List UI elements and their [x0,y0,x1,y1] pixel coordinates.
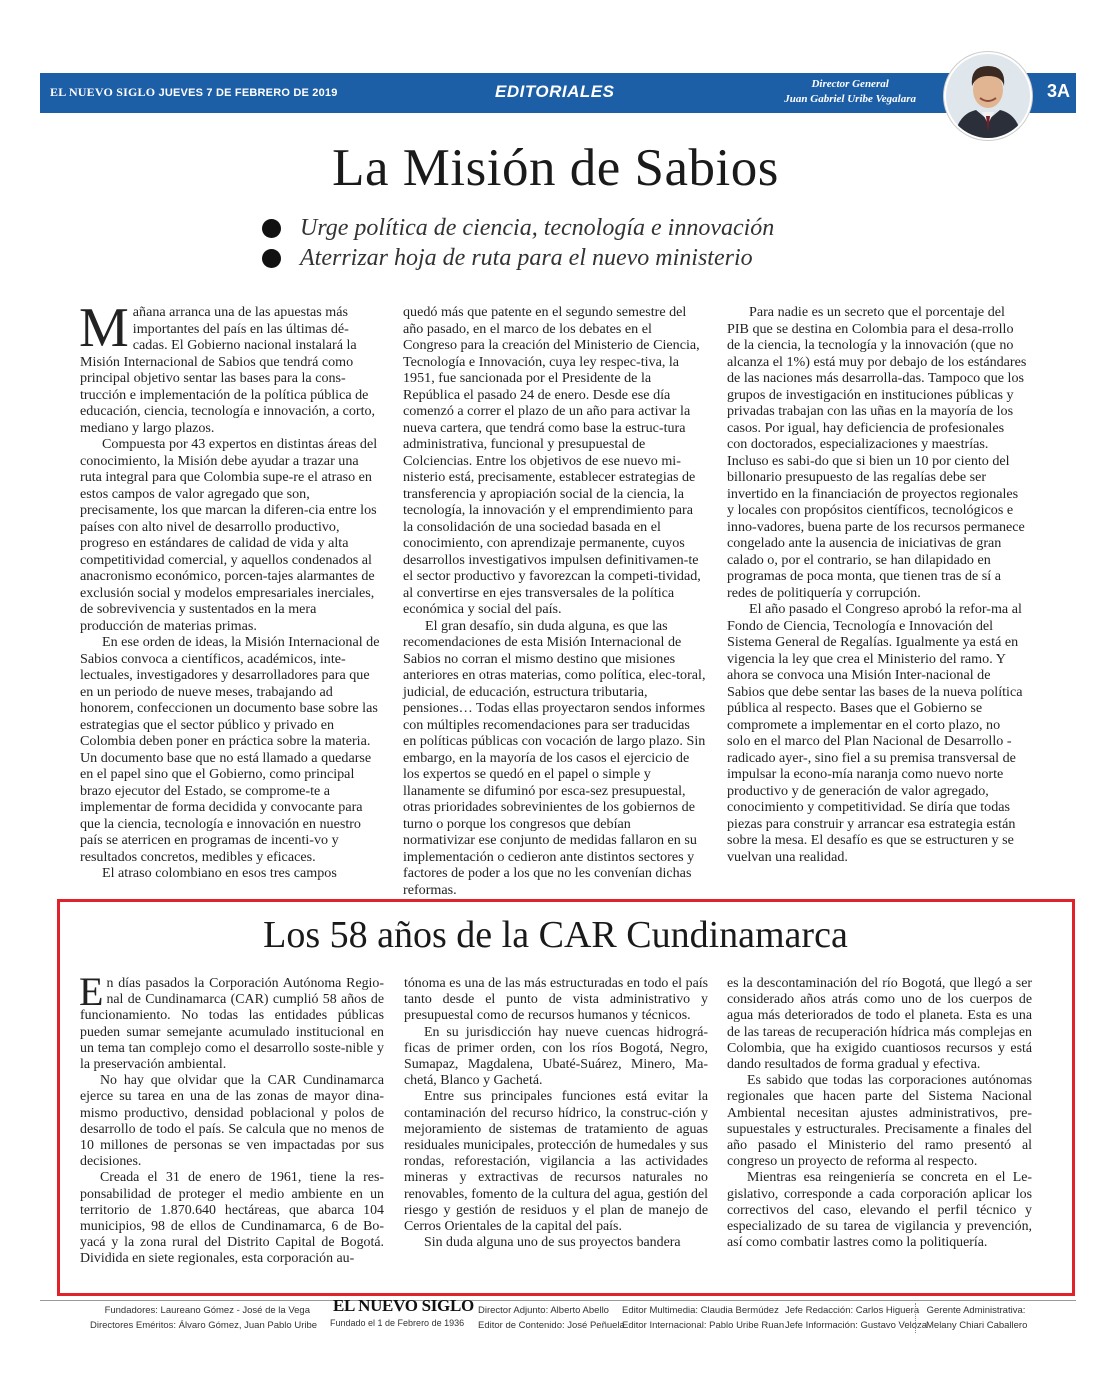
footer-manager [926,1303,1026,1333]
footer-adjunct: Director Adjunto: Alberto Abello [478,1305,609,1316]
footer-founders: Fundadores: Laureano Gómez - José de la Vega [104,1305,310,1316]
footer-editors-1 [478,1303,625,1333]
paragraph: tónoma es una de las más estructuradas en todo el país tanto desde el punto de vista administrativo y presupuestal como de recursos humanos y técnicos. [404,976,708,1024]
footer-multimedia: Editor Multimedia: Claudia Bermúdez [622,1305,779,1316]
paragraph: Sin duda alguna uno de sus proyectos bandera [424,1235,681,1251]
director-credit [784,77,916,107]
footer-separator [915,1303,916,1333]
paragraph: El gran desafío, sin duda alguna, es que las recomendaciones de esta Misión Internacional de Sabios no corran el mismo destino que misiones anteriores en otras materias, como política, elec-toral, judicial, de educación, estructura tributaria, pensiones… Todas ellas proyectaron sendos informes con múltiples recomendaciones para ser traducidas en políticas públicas con vocación de largo plazo. Sin embargo, en la mayoría de los casos el ejercicio de los expertos se quedó en el papel o simple y llanamente se difuminó por esca-sez presupuestal, otras prioridades sobrevinientes de los gobiernos de turno o porque los congresos que debían normativizar ese conjunto de medidas fallaron en su implementación o cedieron ante distintos sectores y factores de poder a los que no les convenían dichas reformas. [403,617,706,898]
paragraph: En días pasados la Corporación Autónoma Regio-nal de Cundinamarca (CAR) cumplió 58 años de funcionamiento. No todas las entidades públicas pueden sumar semejante acumulado institucional en un tema tan complejo como el desarrollo soste-nible y la preservación ambiental. [79,969,384,1073]
paragraph: En su jurisdicción hay nueve cuencas hidrográ-ficas de primer orden, con los ríos Bogotá, Negro, Sumapaz, Magdalena, Ubaté-Suárez, Minero, Ma-chetá, Blanco y Gachetá. [404,1024,708,1089]
footer-international: Editor Internacional: Pablo Uribe Ruan [622,1320,785,1331]
director-name: Juan Gabriel Uribe Vegalara [784,93,916,105]
footer-redaction: Jefe Redacción: Carlos Higuera [785,1305,920,1316]
paragraph: Es sabido que todas las corporaciones autónomas regionales que hacen parte del Sistema Nacional Ambiental necesitan ajustes administrativos, pre-supuestales y estructurales. Precisamente a finales del año pasado el Ministerio del ramo presentó al congreso un proyecto de reforma al respecto. [727,1073,1032,1170]
paragraph: Para nadie es un secreto que el porcentaje del PIB que se destina en Colombia para el desa-rrollo de la ciencia, la tecnología y la innovación (que no alcanza el 1%) está muy por debajo de los estándares de las naciones más desarrolla-das. Tampoco que los grupos de investigación en instituciones públicas y privadas trabajan con las uñas en la mayoría de los casos. Por igual, hay deficiencia de profesionales con doctorados, especializaciones y maestrías. Incluso es sabi-do que si bien un 10 por ciento del billonario presupuesto de las regalías debe ser invertido en la financiación de proyectos regionales y locales con propósitos científicos, tecnológicos e inno-vadores, buena parte de los recursos permanece congelado ante la ausencia de iniciativas de gran calado o, por el contrario, se han dilapidado en programas de poca monta, que tienen tras de sí a redes de politiquería y corrupción. [727,304,1027,601]
director-label: Director General [811,78,889,90]
footer-founders-block [90,1303,318,1333]
editorial1-column-1 [79,297,383,882]
footer-content-editor: Editor de Contenido: José Peñuela [478,1320,625,1331]
subtitle-item [262,243,774,273]
footer-information: Jefe Información: Gustavo Veloza [785,1320,928,1331]
footer-divider [40,1300,1076,1301]
editorial2-column-3 [727,976,1032,1251]
paragraph: Entre sus principales funciones está evitar la contaminación del recurso hídrico, la construc-ción y mejoramiento de sistemas de tratamiento de aguas residuales municipales, protección de humedales y sus rondas, reforestación, vigilancia a las actividades mineras y extractivas de recursos naturales no renovables, fomento de la cultura del agua, gestión del riesgo y gestión de residuos y el plan de manejo de Cerros Orientales de la capital del país. [404,1089,708,1235]
paragraph: No hay que olvidar que la CAR Cundinamarca ejerce su tarea en una de las zonas de mayor dina-mismo productivo, densidad poblacional y polos de desarrollo de todo el país. Se calcula que no menos de 10 millones de personas se ven impactadas por sus decisiones. [80,1073,384,1170]
section-title: EDITORIALES [495,82,615,101]
bullet-icon [262,219,281,238]
drop-cap: E [79,969,104,1014]
footer-logo: EL NUEVO SIGLO [333,1296,474,1315]
paragraph: Compuesta por 43 expertos en distintas áreas del conocimiento, la Misión debe ayudar a trazar una ruta integral para que Colombia supe-re el atraso en estos campos de valor agregado que son, precisamente, los que marcan la diferen-cia entre los países con alto nivel de desarrollo productivo, progreso en estándares de calidad de vida y alta competitividad comercial, y aquellos condenados al anacronismo económico, porcen-tajes alarmantes de exclusión social y modelos empresariales inerciales, de sobrevivencia y sustentados en la mera producción de materias primas. [80,436,378,634]
editorial1-column-2 [403,304,706,898]
footer-manager-label: Gerente Administrativa: [926,1305,1026,1316]
subtitle-text: Aterrizar hoja de ruta para el nuevo ministerio [300,245,753,271]
masthead-brand: EL NUEVO SIGLO [50,85,156,99]
footer-founded: Fundado el 1 de Febrero de 1936 [330,1318,465,1328]
subtitle-item [262,213,774,243]
header-bar [40,73,1076,113]
footer-editors-2 [622,1303,784,1333]
paragraph: Creada el 31 de enero de 1961, tiene la res-ponsabilidad de proteger el medio ambiente en un territorio de 1.870.640 hectáreas, que abarca 104 municipios, 98 de ellos de Cundinamarca, 6 de Bo-yacá y la zona rural del Distrito Capital de Bogotá. Dividida en siete regionales, esta corporación au- [80,1170,384,1267]
editorial-subtitles [262,213,774,273]
masthead-date-line [50,85,338,100]
drop-cap: M [79,297,129,359]
editorial2-title: Los 58 años de la CAR Cundinamarca [263,914,848,956]
footer-editors-3 [785,1303,927,1333]
editorial1-column-3 [727,304,1027,865]
portrait-icon [946,54,1030,138]
paragraph: Mientras esa reingeniería se concreta en el Le-gislativo, corresponde a cada corporación aplicar los correctivos del caso, elevando el perfil técnico y especializado de su tarea de vigilancia y prevención, así como combatir lastres como la politiquería. [727,1170,1032,1251]
footer-manager-name: Melany Chiari Caballero [926,1320,1028,1331]
footer-emeritus: Directores Eméritos: Álvaro Gómez, Juan Pablo Uribe [90,1320,318,1331]
paragraph: Mañana arranca una de las apuestas más importantes del país en las últimas dé-cadas. El Gobierno nacional instalará la Misión Internacional de Sabios que tendrá como principal objetivo sentar las bases para la cons-trucción e implementación de la política pública de educación, ciencia, tecnología e innovación, a corto, mediano y largo plazos. [79,297,376,436]
paragraph: quedó más que patente en el segundo semestre del año pasado, en el marco de los debates en el Congreso para la creación del Ministerio de Ciencia, Tecnología e Innovación, cuya ley respec-tiva, la 1951, fue sancionada por el Presidente de la República el pasado 24 de enero. Desde ese día comenzó a correr el plazo de un año para activar la nueva cartera, que tendrá como base la estruc-tura administrativa, funcional y presupuestal de Colciencias. Entre los objetivos de ese nuevo mi-nisterio está, precisamente, establecer estrategias de transferencia y apropiación social de la ciencia, la tecnología, la innovación y el emprendimiento para la consolidación de una sociedad basada en el conocimiento, con aprendizaje permanente, cuyos desarrollos investigativos impulsen definitivamen-te el sector productivo y favorezcan la competi-tividad, al convertirse en ejes transversales de la política económica y social del país. [403,304,701,617]
issue-date: JUEVES 7 DE FEBRERO DE 2019 [158,87,338,99]
page-number: 3A [1046,81,1070,101]
subtitle-text: Urge política de ciencia, tecnología e innovación [300,215,775,241]
paragraph: En ese orden de ideas, la Misión Internacional de Sabios convoca a científicos, académicos, inte-lectuales, investigadores y desarrolladores para que en un periodo de nueve meses, trabajando ad honorem, confeccionen un documento base sobre las estrategias que el sector público y privado en Colombia deben poner en práctica sobre la materia. Un documento base que no está llamado a quedarse en el papel sino que el Gobierno, como principal brazo ejecutor del Estado, se comprome-te a implementar de forma decidida y convocante para que la ciencia, tecnología e innovación en nuestro país se aterricen en programas de incenti-vo y resultados concretos, medibles y eficaces. [80,634,380,865]
editorial-title: La Misión de Sabios [332,139,779,197]
director-photo [944,52,1032,140]
editorial2-column-2 [404,976,708,1251]
bullet-icon [262,249,281,268]
paragraph: El atraso colombiano en esos tres campos [102,865,337,881]
paragraph: El año pasado el Congreso aprobó la refor-ma al Fondo de Ciencia, Tecnología e Innovación del Sistema General de Regalías. Igualmente ya está en vigencia la ley que crea el Ministerio del ramo. Y ahora se convoca una Misión Inter-nacional de Sabios que debe sentar las bases de la nueva política pública al respecto. Bases que el Gobierno se compromete a implementar en el corto plazo, no solo en el marco del Plan Nacional de Desarrollo -radicado ayer-, sino fiel a su premisa transversal de impulsar la econo-mía naranja como nuevo norte productivo y de generación de valor agregado, conocimiento y competitividad. Se diría que todas piezas para construir y arrancar esa estrategia están sobre la mesa. El desafío es que se estructuren y se vuelvan una realidad. [727,601,1023,865]
paragraph: es la descontaminación del río Bogotá, que llegó a ser considerado años atrás como uno de los cuerpos de agua más deteriorados de todo el planeta. Esta es una de las tareas de recuperación hídrica más complejas en Colombia, que ha exigido cuantiosos recursos y está dando resultados de forma gradual y efectiva. [727,976,1032,1073]
editorial2-column-1 [79,969,384,1268]
